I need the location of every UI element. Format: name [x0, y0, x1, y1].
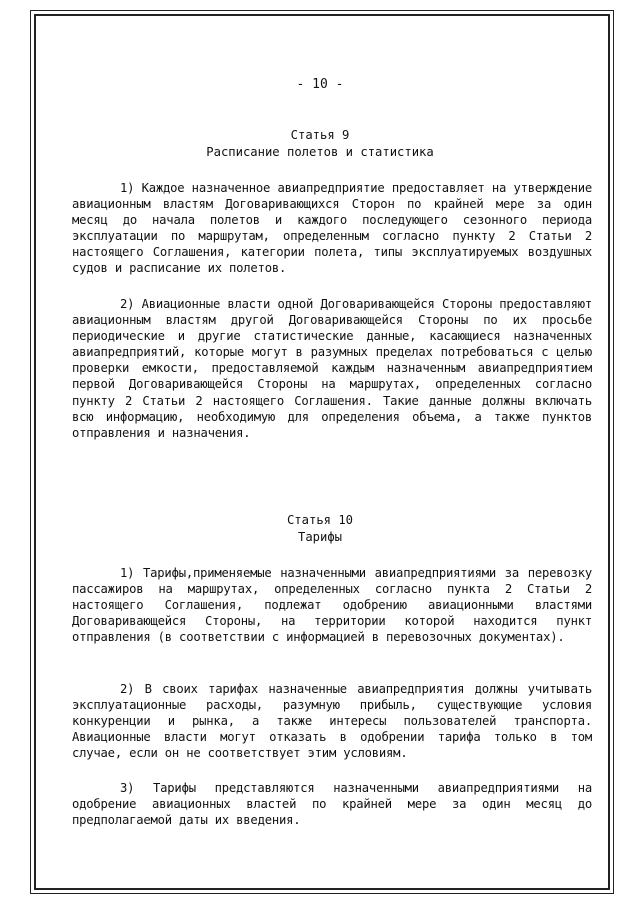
article-9-paragraph-2-text: 2) Авиационные власти одной Договаривающейся Стороны предоставляют авиационным властям другой Договаривающейся Стороны по их просьбе периодические и другие статистические данные, касающиеся назначенных авиапредприятий, которые могут в разумных пределах потребоваться с целью проверки емкости, предоставляемой каждым назначенным авиапредприятием первой Договаривающейся Стороны на маршрутах, определенных согласно пункту 2 Статьи 2 настоящего Соглашения. Такие данные должны включать всю информацию, необходимую для определения объема, а также пунктов отправления и назначения. [72, 297, 592, 440]
article-10-paragraph-1 [72, 565, 592, 645]
article-9-paragraph-1-text: 1) Каждое назначенное авиапредприятие предоставляет на утверждение авиационным властям Договаривающихся Сторон по крайней мере за один месяц до начала полетов и каждого последующего сезонного периода эксплуатации по маршрутам, определенным согласно пункту 2 Статьи 2 настоящего Соглашения, категории полета, типы эксплуатируемых воздушных судов и расписание их полетов. [72, 181, 592, 276]
article-10-paragraph-2 [72, 681, 592, 761]
article-10-heading [0, 512, 640, 546]
article-9-title: Расписание полетов и статистика [206, 145, 434, 159]
article-9-paragraph-2 [72, 296, 592, 441]
article-10-title: Тарифы [297, 530, 343, 544]
article-10-number: Статья 10 [286, 513, 354, 527]
article-9-heading [0, 127, 640, 161]
page-number: - 10 - [296, 77, 344, 92]
article-9-paragraph-1 [72, 180, 592, 277]
article-10-paragraph-3-text: 3) Тарифы представляются назначенными авиапредприятиями на одобрение авиационных властей по крайней мере за один месяц до предполагаемой даты их введения. [72, 781, 592, 828]
article-10-paragraph-2-text: 2) В своих тарифах назначенные авиапредприятия должны учитывать эксплуатационные расходы, разумную прибыль, существующие условия конкуренции и рынка, а также интересы пользователей транспорта. Авиационные власти могут отказать в одобрении тарифа только в том случае, если он не соответствует этим условиям. [72, 682, 592, 761]
article-10-paragraph-1-text: 1) Тарифы,применяемые назначенными авиапредприятиями за перевозку пассажиров на маршрутах, определенных согласно пункта 2 Статьи 2 настоящего Соглашения, подлежат одобрению авиационными властями Договаривающейся Стороны, на территории которой находится пункт отправления (в соответствии с информацией в перевозочных документах). [72, 566, 592, 645]
article-10-paragraph-3 [72, 780, 592, 828]
article-9-number: Статья 9 [290, 128, 350, 142]
